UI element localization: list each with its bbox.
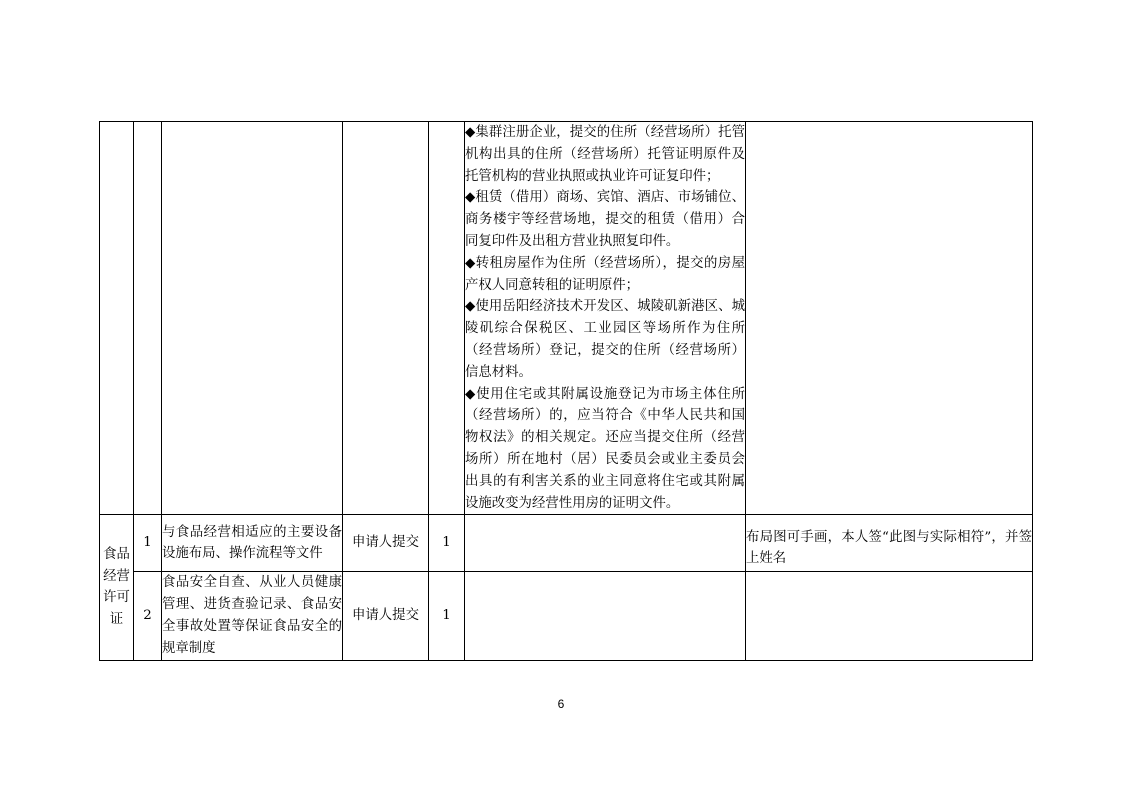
- row-number: 2: [134, 572, 162, 660]
- page-number: 6: [557, 697, 565, 711]
- requirement-item: ◆使用住宅或其附属设施登记为市场主体住所（经营场所）的，应当符合《中华人民共和国物权法》的相关规定。还应当提交住所（经营场所）所在地村（居）民委员会或业主委员会出具的有利害关系的业主同意将住宅或其附属设施改变为经营性用房的证明文件。: [465, 386, 745, 511]
- material-name: 食品安全自查、从业人员健康管理、进货查验记录、食品安全事故处置等保证食品安全的规章制度: [162, 572, 343, 660]
- requirement-item: ◆租赁（借用）商场、宾馆、酒店、市场铺位、商务楼宇等经营场地，提交的租赁（借用）合同复印件及出租方营业执照复印件。: [465, 190, 745, 249]
- requirement-item: ◆使用岳阳经济技术开发区、城陵矶新港区、城陵矶综合保税区、工业园区等场所作为住所（经营场所）登记，提交的住所（经营场所）信息材料。: [465, 299, 745, 380]
- material-source: 申请人提交: [343, 515, 429, 572]
- bullet-diamond-icon: ◆: [465, 255, 476, 271]
- note-cell: 布局图可手画，本人签“此图与实际相符”，并签上姓名: [746, 515, 1033, 572]
- requirements-cell: [465, 122, 746, 515]
- note-cell-continued: [746, 122, 1033, 515]
- copy-count: 1: [429, 572, 465, 660]
- table-row: [100, 572, 1033, 660]
- category-cell: 食品经营许可证: [100, 515, 134, 660]
- number-cell-continued: [134, 122, 162, 515]
- source-cell-continued: [343, 122, 429, 515]
- count-cell-continued: [429, 122, 465, 515]
- bullet-diamond-icon: ◆: [465, 190, 476, 206]
- material-name: 与食品经营相适应的主要设备设施布局、操作流程等文件: [162, 515, 343, 572]
- bullet-diamond-icon: ◆: [465, 299, 476, 315]
- category-cell-continued: [100, 122, 134, 515]
- requirement-item: ◆转租房屋作为住所（经营场所），提交的房屋产权人同意转租的证明原件；: [465, 255, 745, 293]
- bullet-diamond-icon: ◆: [465, 386, 477, 402]
- requirement-cell: [465, 515, 746, 572]
- table-row: [100, 515, 1033, 572]
- bullet-diamond-icon: ◆: [465, 125, 476, 140]
- row-number: 1: [134, 515, 162, 572]
- requirement-cell: [465, 572, 746, 660]
- material-name-cell-continued: [162, 122, 343, 515]
- copy-count: 1: [429, 515, 465, 572]
- note-cell: [746, 572, 1033, 660]
- table-row-continued: [100, 122, 1033, 515]
- material-table: [99, 121, 1033, 661]
- requirement-item: ◆集群注册企业，提交的住所（经营场所）托管机构出具的住所（经营场所）托管证明原件及托管机构的营业执照或执业许可证复印件；: [465, 125, 745, 184]
- material-source: 申请人提交: [343, 572, 429, 660]
